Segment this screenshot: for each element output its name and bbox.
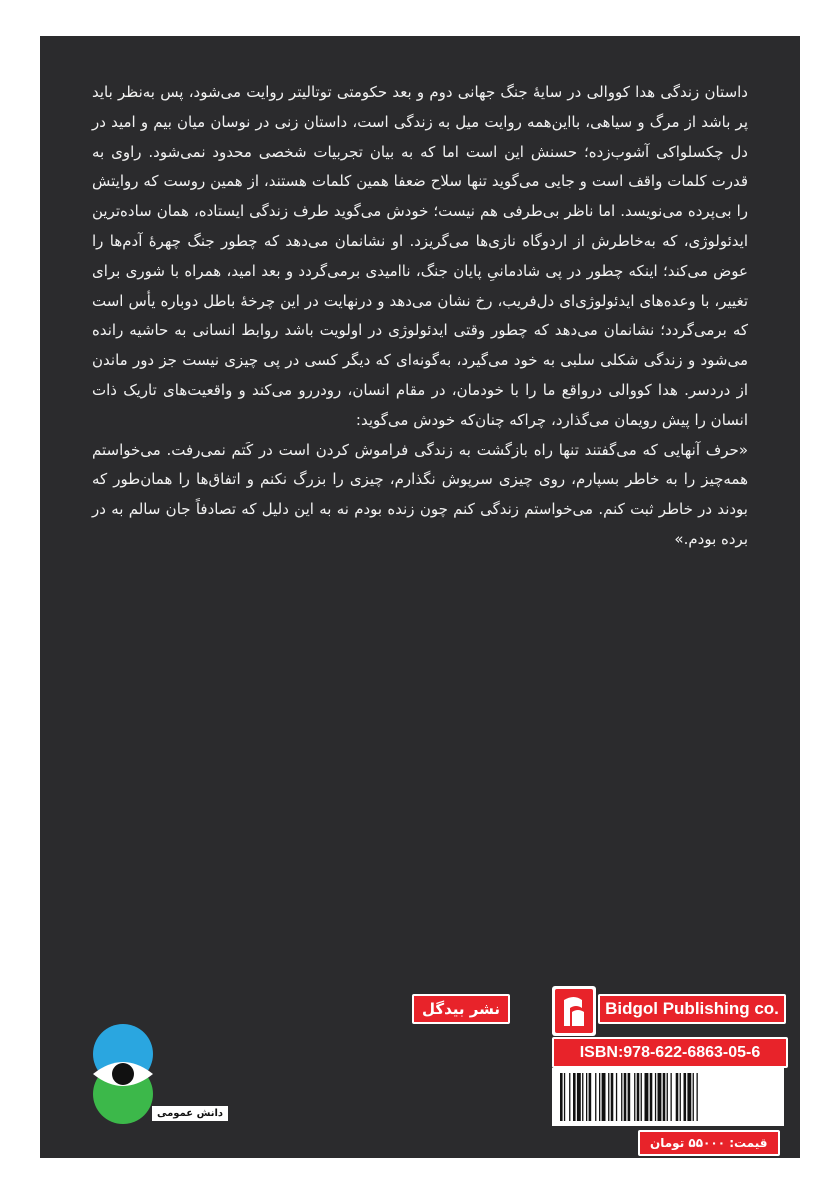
barcode-bar [634, 1073, 635, 1121]
barcode-bar [687, 1073, 691, 1121]
barcode-bar [608, 1073, 609, 1121]
barcode-bar [667, 1073, 668, 1121]
barcode-bar [611, 1073, 614, 1121]
barcode-bar [589, 1073, 592, 1121]
barcode-bar [641, 1073, 642, 1121]
barcode-bar [655, 1073, 656, 1121]
isbn-label: ISBN:978-622-6863-05-6 [552, 1037, 788, 1068]
barcode-bar [560, 1073, 563, 1121]
barcode-bar [577, 1073, 581, 1121]
barcode-bar [650, 1073, 653, 1121]
barcode-bar [671, 1073, 672, 1121]
publisher-block [412, 984, 790, 1160]
description [92, 78, 748, 555]
barcode-bar [637, 1073, 640, 1121]
barcode-bar [697, 1073, 698, 1121]
barcode-bar [680, 1073, 681, 1121]
barcode-bar [595, 1073, 596, 1121]
price-label: قیمت: ۵۵۰۰۰ تومان [638, 1130, 780, 1156]
barcode-bar [645, 1073, 649, 1121]
barcode [552, 1068, 784, 1126]
eye-logo-icon [90, 1024, 156, 1124]
barcode-bar [599, 1073, 600, 1121]
barcode-bar [586, 1073, 587, 1121]
barcode-bar [602, 1073, 606, 1121]
barcode-bar [663, 1073, 666, 1121]
barcode-bar [621, 1073, 622, 1121]
barcode-bar [582, 1073, 583, 1121]
barcode-bar [616, 1073, 617, 1121]
barcode-bar [569, 1073, 570, 1121]
publisher-name-fa: نشر بیدگل [412, 994, 510, 1024]
barcode-bar [684, 1073, 687, 1121]
barcode-bar [676, 1073, 679, 1121]
barcode-bar [564, 1073, 565, 1121]
barcode-bar [573, 1073, 576, 1121]
series-label: دانش عمومی [152, 1106, 228, 1121]
bidgol-emblem-icon [552, 986, 596, 1036]
description-paragraph: داستان زندگی هدا کووالی در سایهٔ جنگ جهانی دوم و بعد حکومتی توتالیتر روایت می‌شود، پس به‌نظر باید پر باشد از مرگ و سیاهی، بااین‌همه روایت میل به زندگی است، داستان زنی در نوسان میان بیم و امید در دل چکسلواکی آشوب‌زده؛ حسنش این است اما که به بیان تجربیات شخصی محدود نمی‌شود. راوی به قدرت کلمات واقف است و جایی می‌گوید تنها سلاح ضعفا همین کلمات هستند، از همین روست که روایتش را بی‌پرده می‌نویسد. اما ناظر بی‌طرفی هم نیست؛ خودش می‌گوید طرف زندگی ایستاده، همان ساده‌ترین ایدئولوژی، که به‌خاطرش از اردوگاه نازی‌ها می‌گریزد. او نشانمان می‌دهد که چطور جنگ چهرهٔ آدم‌ها را عوض می‌کند؛ اینکه چطور در پی شادمانیِ پایان جنگ، ناامیدی برمی‌گردد و بعد امید، همراه با شوری برای تغییر، با وعده‌های ایدئولوژی‌ای دل‌فریب، رخ نشان می‌دهد و درنهایت در این چرخهٔ باطل دوباره یأس است که برمی‌گردد؛ نشانمان می‌دهد که چطور وقتی ایدئولوژی در اولویت باشد روابط انسانی به حاشیه رانده می‌شود و زندگی شکلی سلبی به خود می‌گیرد، به‌گونه‌ای که دیگر کسی در پی چیزی نیست جز دور ماندن از دردسر. هدا کووالی درواقع ما را با خودمان، در مقام انسان، رودررو می‌کند و واقعیت‌های تاریک ذات انسان را پیش رویمان می‌گذارد، چراکه چنان‌که خودش می‌گوید: [92, 83, 748, 429]
publisher-name-row [412, 986, 790, 1030]
barcode-bar [628, 1073, 631, 1121]
back-cover [40, 36, 800, 1158]
description-quote: «حرف آنهایی که می‌گفتند تنها راه بازگشت به زندگی فراموش کردن است در کَتم نمی‌رفت. می‌خواستم همه‌چیز را به خاطر بسپارم، روی چیزی سرپوش نگذارم، چیزی را بزرگ نکنم و اتفاق‌ها را همان‌طور که بودند در خاطر ثبت کنم. می‌خواستم زندگی کنم چون زنده بودم نه به این دلیل که تصادفاً جان سالم به در برده بودم.» [92, 440, 748, 548]
publisher-name-en: Bidgol Publishing co. [598, 994, 786, 1024]
barcode-bar [624, 1073, 627, 1121]
barcode-bar [693, 1073, 694, 1121]
barcode-bar [658, 1073, 662, 1121]
